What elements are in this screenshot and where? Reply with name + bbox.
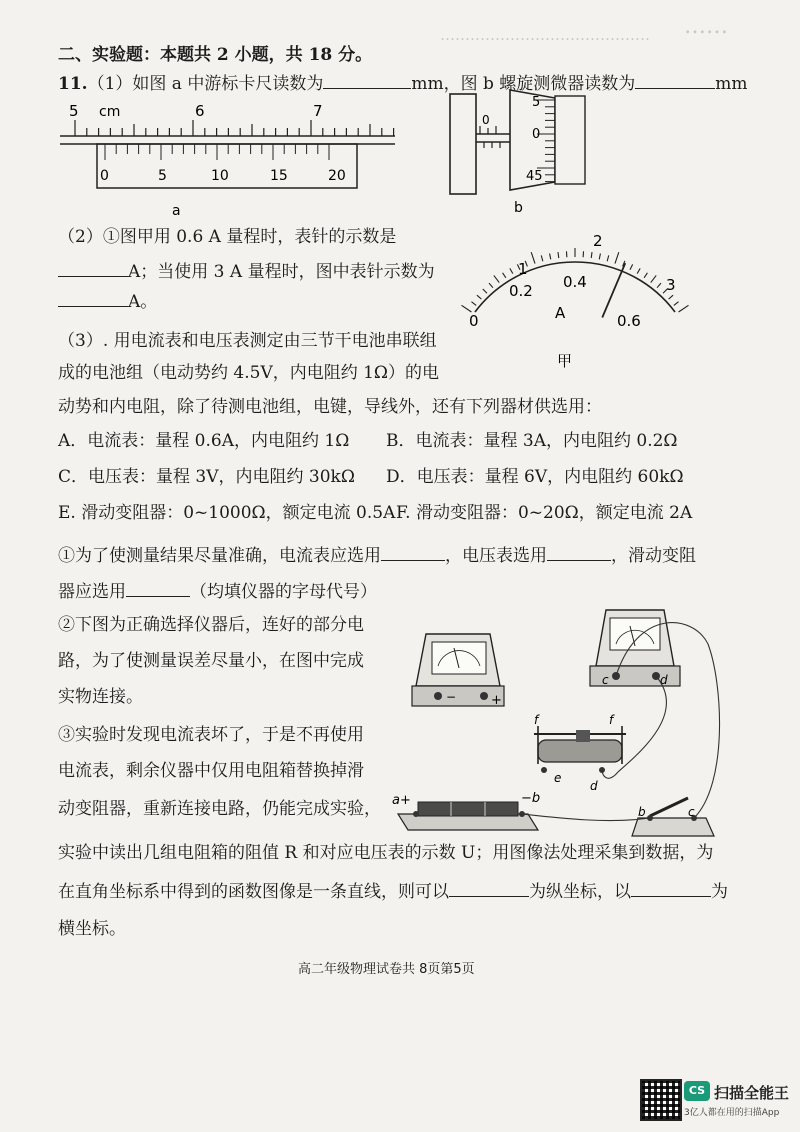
terminal-label: c bbox=[602, 673, 609, 687]
q11-part1 bbox=[58, 70, 748, 95]
sub-question-2-line1: ②下图为正确选择仪器后，连好的部分电 bbox=[58, 615, 364, 635]
dial-tick bbox=[461, 305, 471, 312]
option-d: D．电压表：量程 6V，内电阻约 60kΩ bbox=[386, 467, 684, 487]
dial-unit: A bbox=[555, 304, 566, 322]
dial-tick bbox=[503, 273, 506, 278]
terminal-label: f bbox=[534, 713, 539, 727]
circuit-apparatus-figure bbox=[388, 604, 733, 844]
dial-tick bbox=[674, 302, 679, 306]
sub-question-1-cont bbox=[58, 578, 377, 603]
sub-question-2-line2: 路，为了使测量误差尽量小，在图中完成 bbox=[58, 651, 364, 671]
dial-tick bbox=[558, 252, 559, 258]
thimble-label: 5 bbox=[532, 95, 541, 110]
q11-part1-text: （1）如图 a 中游标卡尺读数为 bbox=[87, 74, 324, 94]
dial-label-3a: 3 bbox=[666, 276, 676, 294]
terminal-label: a+ bbox=[392, 793, 411, 808]
main-scale-unit: cm bbox=[99, 104, 121, 120]
dial-tick bbox=[599, 253, 600, 259]
dial-tick bbox=[510, 268, 513, 273]
ammeter-dial-figure bbox=[455, 226, 700, 376]
dial-tick bbox=[607, 255, 609, 261]
q11-part2-text: A。 bbox=[128, 292, 158, 312]
option-b: B．电流表：量程 3A，内电阻约 0.2Ω bbox=[386, 431, 678, 451]
answer-blank-voltmeter[interactable] bbox=[547, 542, 611, 561]
question-number: 11. bbox=[58, 74, 88, 94]
dial-label-06a: 0 bbox=[469, 312, 479, 330]
main-scale-label: 6 bbox=[195, 102, 205, 120]
sub-question-3-line5 bbox=[58, 878, 728, 903]
thimble-label: 0 bbox=[532, 127, 541, 142]
vernier-caliper-figure bbox=[55, 96, 400, 226]
page-footer: 高二年级物理试卷共 8页第5页 bbox=[298, 962, 475, 977]
option-a: A．电流表：量程 0.6A，内电阻约 1Ω bbox=[58, 431, 350, 451]
battery-pack-apparatus bbox=[392, 791, 540, 830]
option-f: F. 滑动变阻器：0~20Ω，额定电流 2A bbox=[396, 503, 693, 523]
sub-q1-text: ，滑动变阻 bbox=[611, 546, 696, 566]
q11-part3-line1: （3）. 用电流表和电压表测定由三节干电池串联组 bbox=[58, 331, 437, 351]
q11-part1-text-b: ，图 b 螺旋测微器读数为 bbox=[443, 74, 636, 94]
answer-blank[interactable] bbox=[58, 288, 128, 307]
sub-q1-text: （均填仪器的字母代号） bbox=[190, 582, 377, 602]
figure-caption-b: b bbox=[514, 200, 523, 216]
scanner-slogan: 3亿人都在用的扫描App bbox=[684, 1108, 780, 1118]
scanner-app-logo: CS bbox=[684, 1081, 710, 1101]
unit-label: mm bbox=[715, 74, 748, 94]
main-scale-label: 7 bbox=[313, 102, 323, 120]
dial-tick bbox=[644, 273, 647, 278]
q11-part2-line3 bbox=[58, 288, 157, 313]
bleed-through-text: …… bbox=[684, 14, 728, 39]
q11-part2-line1: （2）①图甲用 0.6 A 量程时，表针的示数是 bbox=[58, 227, 397, 247]
qr-code bbox=[640, 1079, 682, 1121]
sub-q3-text: 在直角坐标系中得到的函数图像是一条直线，则可以 bbox=[58, 882, 449, 902]
dial-label-06a: 0.6 bbox=[617, 312, 641, 330]
switch-apparatus bbox=[632, 798, 714, 836]
dial-tick bbox=[630, 264, 633, 269]
answer-blank-ammeter[interactable] bbox=[381, 542, 445, 561]
sub-question-3-line2: 电流表，剩余仪器中仅用电阻箱替换掉滑 bbox=[58, 761, 364, 781]
dial-tick bbox=[615, 252, 619, 263]
answer-blank[interactable] bbox=[635, 70, 715, 89]
q11-part2-text: A；当使用 3 A 量程时，图中表针示数为 bbox=[128, 262, 435, 282]
sub-q3-text: 为 bbox=[711, 882, 728, 902]
dial-tick bbox=[651, 275, 656, 282]
sub-question-3-line4: 实验中读出几组电阻箱的阻值 R 和对应电压表的示数 U；用图像法处理采集到数据，为 bbox=[58, 843, 714, 863]
sub-question-3-line1: ③实验时发现电流表坏了，于是不再使用 bbox=[58, 725, 364, 745]
sub-q1-text: ，电压表选用 bbox=[445, 546, 547, 566]
wire bbox=[602, 676, 666, 778]
sleeve-label: 0 bbox=[482, 113, 490, 127]
answer-blank-abscissa[interactable] bbox=[631, 878, 711, 897]
dial-tick bbox=[669, 295, 673, 299]
vernier-label: 10 bbox=[211, 168, 229, 184]
dial-tick bbox=[657, 283, 661, 288]
dial-label-3a: 2 bbox=[593, 232, 603, 250]
dial-tick bbox=[471, 302, 476, 306]
terminal-label: − bbox=[446, 690, 457, 704]
sub-question-3-line6: 横坐标。 bbox=[58, 919, 126, 939]
dial-tick bbox=[637, 268, 640, 273]
dial-tick bbox=[541, 255, 543, 261]
sub-q3-text: 为纵坐标，以 bbox=[529, 882, 631, 902]
answer-blank-rheostat[interactable] bbox=[126, 578, 190, 597]
q11-part3-line2: 成的电池组（电动势约 4.5V，内电阻约 1Ω）的电 bbox=[58, 363, 440, 383]
micrometer-anvil bbox=[450, 94, 476, 194]
vernier-label: 5 bbox=[158, 168, 167, 184]
answer-blank[interactable] bbox=[58, 258, 128, 277]
sub-question-1 bbox=[58, 542, 696, 567]
terminal-label: b bbox=[638, 805, 646, 819]
bleed-through-text: …………………………………… bbox=[440, 26, 650, 44]
option-e: E. 滑动变阻器：0~1000Ω，额定电流 0.5A bbox=[58, 503, 396, 523]
dial-tick bbox=[550, 253, 551, 259]
vernier-label: 15 bbox=[270, 168, 288, 184]
option-c: C．电压表：量程 3V，内电阻约 30kΩ bbox=[58, 467, 355, 487]
unit-label: mm bbox=[411, 74, 444, 94]
micrometer-figure bbox=[430, 86, 600, 216]
terminal-label: c bbox=[688, 805, 695, 819]
wire bbox=[522, 814, 650, 821]
dial-tick bbox=[489, 283, 493, 288]
dial-label-3a: 1 bbox=[518, 260, 528, 278]
dial-tick bbox=[591, 252, 592, 258]
dial-label-06a: 0.2 bbox=[509, 282, 533, 300]
dial-tick bbox=[483, 289, 487, 293]
dial-tick bbox=[679, 305, 689, 312]
terminal-label: f bbox=[609, 713, 614, 727]
q11-part3-line3: 动势和内电阻，除了待测电池组，电键，导线外，还有下列器材供选用： bbox=[58, 397, 602, 417]
terminal-label: e bbox=[554, 771, 562, 785]
vernier-label: 0 bbox=[100, 168, 109, 184]
dial-tick bbox=[477, 295, 481, 299]
sub-question-3-line3: 动变阻器，重新连接电路，仍能完成实验， bbox=[58, 799, 381, 819]
scanner-brand: 扫描全能王 bbox=[714, 1084, 790, 1102]
voltmeter-apparatus bbox=[590, 610, 680, 687]
vernier-label: 20 bbox=[328, 168, 346, 184]
sub-question-2-line3: 实物连接。 bbox=[58, 687, 143, 707]
dial-tick bbox=[531, 252, 535, 263]
terminal-label: d bbox=[590, 779, 598, 793]
terminal-label: d bbox=[660, 673, 668, 687]
terminal-label: −b bbox=[521, 791, 541, 806]
figure-caption-a: a bbox=[172, 203, 181, 219]
sub-q1-text: ①为了使测量结果尽量准确，电流表应选用 bbox=[58, 546, 381, 566]
terminal-label: + bbox=[491, 693, 502, 708]
q11-part2-line2 bbox=[58, 258, 435, 283]
answer-blank[interactable] bbox=[323, 70, 411, 89]
ammeter-apparatus bbox=[412, 634, 504, 708]
thimble-label: 45 bbox=[526, 169, 543, 184]
dial-tick bbox=[494, 275, 499, 282]
rheostat-apparatus bbox=[534, 713, 626, 793]
main-scale-label: 5 bbox=[69, 102, 79, 120]
answer-blank-ordinate[interactable] bbox=[449, 878, 529, 897]
dial-label-06a: 0.4 bbox=[563, 273, 587, 291]
sub-q1-text: 器应选用 bbox=[58, 582, 126, 602]
figure-caption-jia: 甲 bbox=[557, 352, 573, 370]
section-title: 二、实验题：本题共 2 小题，共 18 分。 bbox=[58, 45, 373, 65]
ammeter-needle bbox=[602, 263, 625, 317]
